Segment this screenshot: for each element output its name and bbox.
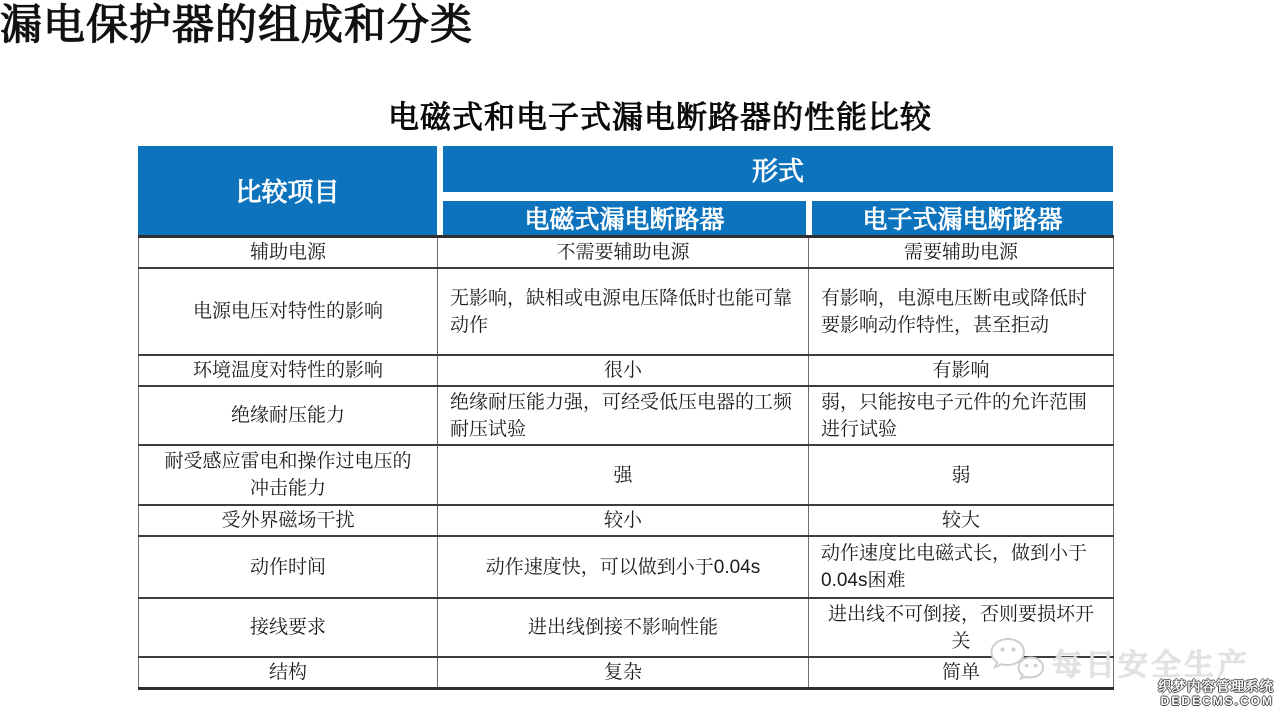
cell-electromagnetic: 较小 — [438, 505, 809, 536]
comparison-table — [138, 235, 1114, 690]
cell-item: 受外界磁场干扰 — [139, 505, 438, 536]
cell-electronic: 有影响 — [809, 355, 1114, 386]
cell-electromagnetic: 动作速度快，可以做到小于0.04s — [438, 536, 809, 598]
cell-item: 结构 — [139, 657, 438, 689]
cell-electromagnetic: 强 — [438, 445, 809, 505]
cell-item: 动作时间 — [139, 536, 438, 598]
cell-electromagnetic: 不需要辅助电源 — [438, 237, 809, 269]
cell-electronic: 简单 — [809, 657, 1114, 689]
cell-item: 辅助电源 — [139, 237, 438, 269]
table-row-auxiliary-power — [139, 237, 1114, 269]
cell-item: 绝缘耐压能力 — [139, 386, 438, 445]
table-row-wiring-requirement — [139, 598, 1114, 657]
cms-watermark-name: 织梦内容管理系统 — [1158, 679, 1274, 694]
cell-electromagnetic: 进出线倒接不影响性能 — [438, 598, 809, 657]
cell-electromagnetic: 无影响，缺相或电源电压降低时也能可靠动作 — [438, 268, 809, 355]
cell-electromagnetic: 复杂 — [438, 657, 809, 689]
table-row-external-magnetic-interference — [139, 505, 1114, 536]
cms-watermark-domain: DEDECMS.COM — [1160, 694, 1274, 708]
cms-watermark — [1158, 680, 1274, 708]
cell-item: 电源电压对特性的影响 — [139, 268, 438, 355]
table-title: 电磁式和电子式漏电断路器的性能比较 — [388, 100, 932, 135]
cell-electronic: 较大 — [809, 505, 1114, 536]
cell-electronic: 弱，只能按电子元件的允许范围进行试验 — [809, 386, 1114, 445]
cell-electronic: 需要辅助电源 — [809, 237, 1114, 269]
cell-item: 环境温度对特性的影响 — [139, 355, 438, 386]
cell-item: 接线要求 — [139, 598, 438, 657]
cell-electronic: 有影响，电源电压断电或降低时要影响动作特性，甚至拒动 — [809, 268, 1114, 355]
table-row-structure — [139, 657, 1114, 689]
cell-electronic: 弱 — [809, 445, 1114, 505]
cell-electromagnetic: 绝缘耐压能力强，可经受低压电器的工频耐压试验 — [438, 386, 809, 445]
table-row-surge-impulse-capability — [139, 445, 1114, 505]
cell-electronic: 进出线不可倒接，否则要损坏开关 — [809, 598, 1114, 657]
table-row-ambient-temperature-effect — [139, 355, 1114, 386]
table-row-supply-voltage-effect — [139, 268, 1114, 355]
wechat-watermark-label: 每日安全生产 — [1052, 649, 1250, 682]
cell-item: 耐受感应雷电和操作过电压的冲击能力 — [139, 445, 438, 505]
header-electromagnetic-breaker: 电磁式漏电断路器 — [443, 201, 806, 235]
header-electronic-breaker: 电子式漏电断路器 — [812, 201, 1113, 235]
table-row-action-time — [139, 536, 1114, 598]
cell-electronic: 动作速度比电磁式长，做到小于0.04s困难 — [809, 536, 1114, 598]
header-compare-items: 比较项目 — [138, 146, 437, 235]
header-form-group: 形式 — [443, 146, 1113, 192]
cell-electromagnetic: 很小 — [438, 355, 809, 386]
page-title: 漏电保护器的组成和分类 — [0, 1, 474, 48]
table-header — [138, 146, 1113, 235]
table-row-insulation-withstand — [139, 386, 1114, 445]
